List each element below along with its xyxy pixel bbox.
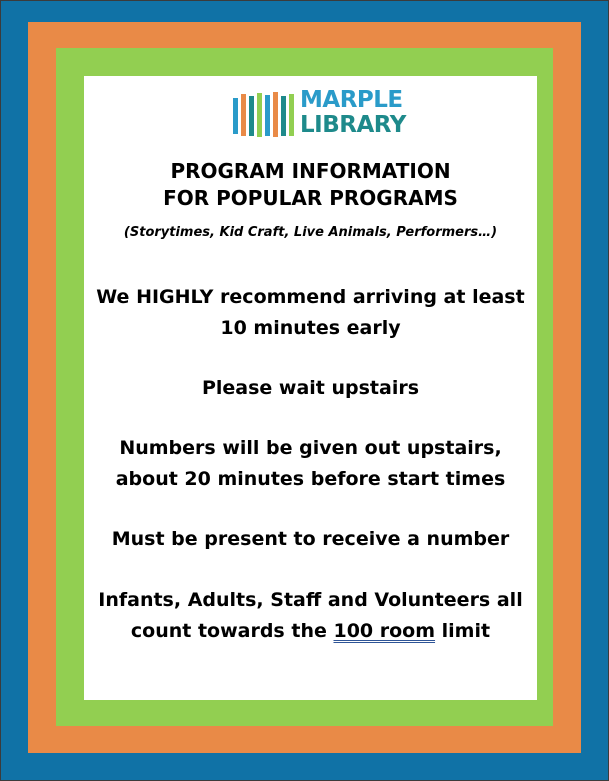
logo-marple-text: MARPLE — [300, 87, 403, 113]
notice-panel — [84, 76, 537, 700]
program-types-subtitle: (Storytimes, Kid Craft, Live Animals, Performers…) — [123, 225, 498, 240]
arrive-early-notice-line-2: 10 minutes early — [220, 317, 401, 339]
must-be-present-notice: Must be present to receive a number — [111, 528, 510, 550]
room-limit-emphasis: 100 room — [333, 620, 436, 642]
room-limit-notice-line-2 — [84, 616, 537, 646]
page-title-line-1: PROGRAM INFORMATION — [170, 159, 451, 183]
logo-library-text: LIBRARY — [300, 112, 406, 138]
marple-library-logo — [232, 84, 406, 148]
wait-upstairs-notice: Please wait upstairs — [201, 377, 420, 399]
room-limit-suffix: limit — [435, 620, 491, 642]
room-limit-prefix: count towards the — [130, 620, 334, 642]
logo-wordmark — [300, 88, 406, 138]
page-title-line-2: FOR POPULAR PROGRAMS — [163, 186, 458, 210]
numbers-notice-line-2: about 20 minutes before start times — [115, 468, 506, 490]
room-limit-notice-line-1: Infants, Adults, Staff and Volunteers all — [98, 589, 523, 611]
library-bars-logo-icon — [232, 90, 304, 142]
numbers-notice-line-1: Numbers will be given out upstairs, — [119, 437, 502, 459]
arrive-early-notice-line-1: We HIGHLY recommend arriving at least — [96, 286, 525, 308]
